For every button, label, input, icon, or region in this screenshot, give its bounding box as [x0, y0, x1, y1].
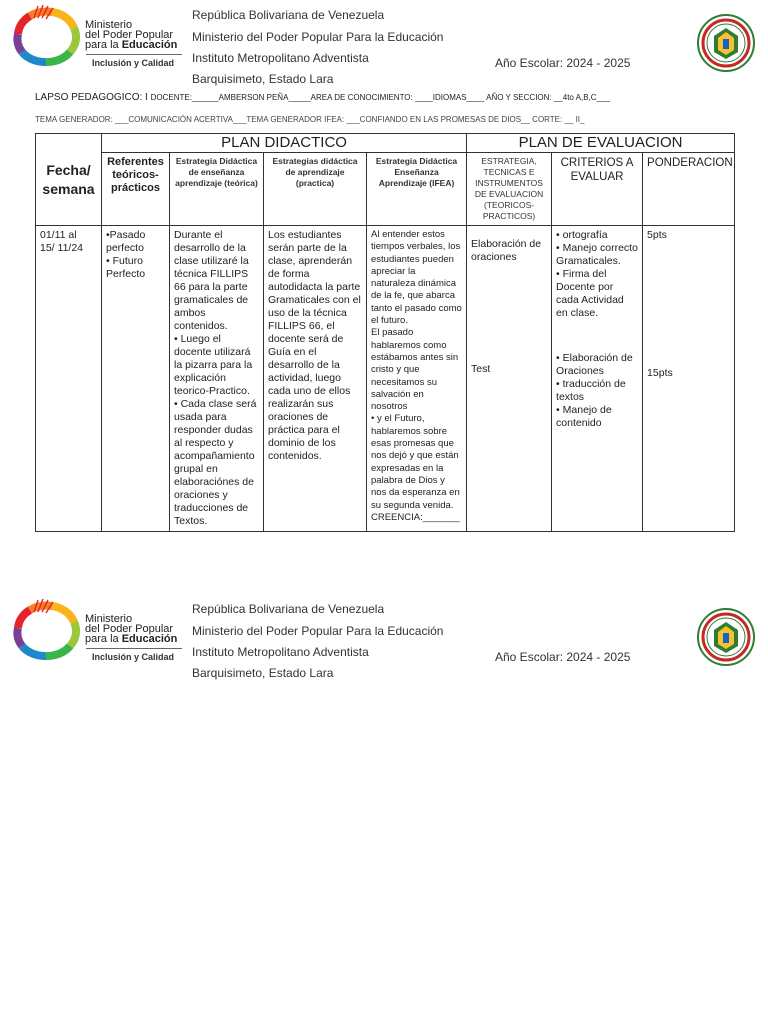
ponderacion-item-1: 5pts	[647, 229, 667, 241]
ministry-logo-icon	[8, 598, 84, 664]
criterios-header: CRITERIOS A EVALUAR	[552, 153, 643, 226]
criterios-item-2: • Elaboración de Oraciones • traducción de textos • Manejo de contenido	[556, 352, 633, 429]
logo-text-line3	[85, 40, 177, 50]
logo-text-line2: del Poder Popular	[85, 623, 174, 635]
page-header-2	[0, 594, 768, 689]
ministry-logo-icon	[8, 4, 84, 70]
logo-tagline: Inclusión y Calidad	[92, 652, 175, 662]
estrategia-evaluacion-header: ESTRATEGIA, TECNICAS E INSTRUMENTOS DE EVALUACION (TEORICOS-PRACTICOS)	[467, 153, 552, 226]
estrategia-teorica-header: Estrategia Didáctica de enseñanza aprendizaje (teórica)	[170, 153, 264, 226]
criterios-cell	[552, 226, 643, 532]
plan-evaluacion-header: PLAN DE EVALUACION	[467, 134, 735, 153]
estrategia-practica-header: Estrategias didáctica de aprendizaje (practica)	[264, 153, 367, 226]
logo-text-line2: del Poder Popular	[85, 29, 174, 41]
logo-tagline: Inclusión y Calidad	[92, 58, 175, 68]
institution-line-1: República Bolivariana de Venezuela	[192, 8, 385, 22]
logo-text-line3-prefix: para la	[85, 39, 122, 51]
school-year: Año Escolar: 2024 - 2025	[495, 56, 631, 70]
institution-line-2: Ministerio del Poder Popular Para la Educación	[192, 30, 444, 44]
plan-table	[35, 133, 735, 532]
logo-divider	[86, 54, 182, 55]
logo-text-line3-prefix: para la	[85, 633, 122, 645]
logo-text-line1: Ministerio	[85, 19, 133, 31]
logo-text-line3-bold: Educación	[121, 39, 178, 51]
plan-didactico-header: PLAN DIDACTICO	[102, 134, 467, 153]
institution-line-4: Barquisimeto, Estado Lara	[192, 72, 334, 86]
info-line-1	[35, 92, 610, 103]
referentes-cell: •Pasado perfecto • Futuro Perfecto	[102, 226, 170, 532]
fecha-header: Fecha/ semana	[36, 134, 102, 226]
ministry-logo	[8, 4, 186, 68]
estrategia-ifea-header: Estrategia Didáctica Enseñanza Aprendizaje (IFEA)	[367, 153, 467, 226]
school-seal-icon	[697, 14, 755, 72]
estrategia-teorica-cell: Durante el desarrollo de la clase utilizaré la técnica FILLIPS 66 para la parte gramaticales de ambos contenidos. • Luego el docente utilizará la pizarra para la explicación teorico-Practico. • Cada clase será usada para responder dudas al respecto y acompañamiento grupal en elaboraciónes de oraciones y traducciones de Textos.	[170, 226, 264, 532]
criterios-item-1: • ortografía • Manejo correcto Gramaticales. • Firma del Docente por cada Actividad en clase.	[556, 229, 638, 319]
table-row	[36, 226, 735, 532]
ministry-logo	[8, 598, 186, 662]
estrategia-ifea-cell: Al entender estos tiempos verbales, los estudiantes pueden apreciar la naturaleza dinámica de la fe, que abarca tanto el pasado como el futuro. El pasado hablaremos como estábamos antes sin cristo y que necesitamos su salvación en nosotros • y el Futuro, hablaremos sobre esas promesas que nos dejó y que están expresadas en la palabra de Dios y nos da esperanza en su segunda venida. CREENCIA:_______	[367, 226, 467, 532]
school-seal-icon	[697, 608, 755, 666]
estrategia-evaluacion-cell	[467, 226, 552, 532]
logo-text-line3	[85, 634, 177, 644]
referentes-header: Referentes teóricos-prácticos	[102, 153, 170, 226]
institution-line-3: Instituto Metropolitano Adventista	[192, 51, 369, 65]
ponderacion-cell	[643, 226, 735, 532]
eval-item-1: Elaboración de oraciones	[471, 238, 542, 263]
logo-text-line3-bold: Educación	[121, 633, 178, 645]
fecha-cell: 01/11 al 15/ 11/24	[36, 226, 102, 532]
ponderacion-item-2: 15pts	[647, 367, 673, 379]
logo-divider	[86, 648, 182, 649]
logo-text-line1: Ministerio	[85, 613, 133, 625]
info-line-2: TEMA GENERADOR: ___COMUNICACIÓN ACERTIVA___TEMA GENERADOR IFEA: ___CONFIANDO EN LAS PROMESAS DE DIOS__ CORTE: __ II_	[35, 115, 585, 124]
ponderacion-header: PONDERACION	[643, 153, 735, 226]
institution-line-3: Instituto Metropolitano Adventista	[192, 645, 369, 659]
estrategia-practica-cell: Los estudiantes serán parte de la clase, aprenderán de forma autodidacta la parte Gramaticales con el uso de la técnica FILLIPS 66, el docente será de Guía en el desarrollo de la actividad, luego cada uno de ellos realizarán sus oraciones de práctica para el dominio de los contenidos.	[264, 226, 367, 532]
institution-line-2: Ministerio del Poder Popular Para la Educación	[192, 624, 444, 638]
lapso-label: LAPSO PEDAGOGICO: I	[35, 92, 151, 103]
institution-line-1: República Bolivariana de Venezuela	[192, 602, 385, 616]
info-details: DOCENTE:______AMBERSON PEÑA_____AREA DE CONOCIMIENTO: ____IDIOMAS____ AÑO Y SECCION: __4to A,B,C___	[150, 93, 610, 102]
page-header	[0, 0, 768, 95]
institution-line-4: Barquisimeto, Estado Lara	[192, 666, 334, 680]
eval-item-2: Test	[471, 363, 491, 375]
school-year: Año Escolar: 2024 - 2025	[495, 650, 631, 664]
